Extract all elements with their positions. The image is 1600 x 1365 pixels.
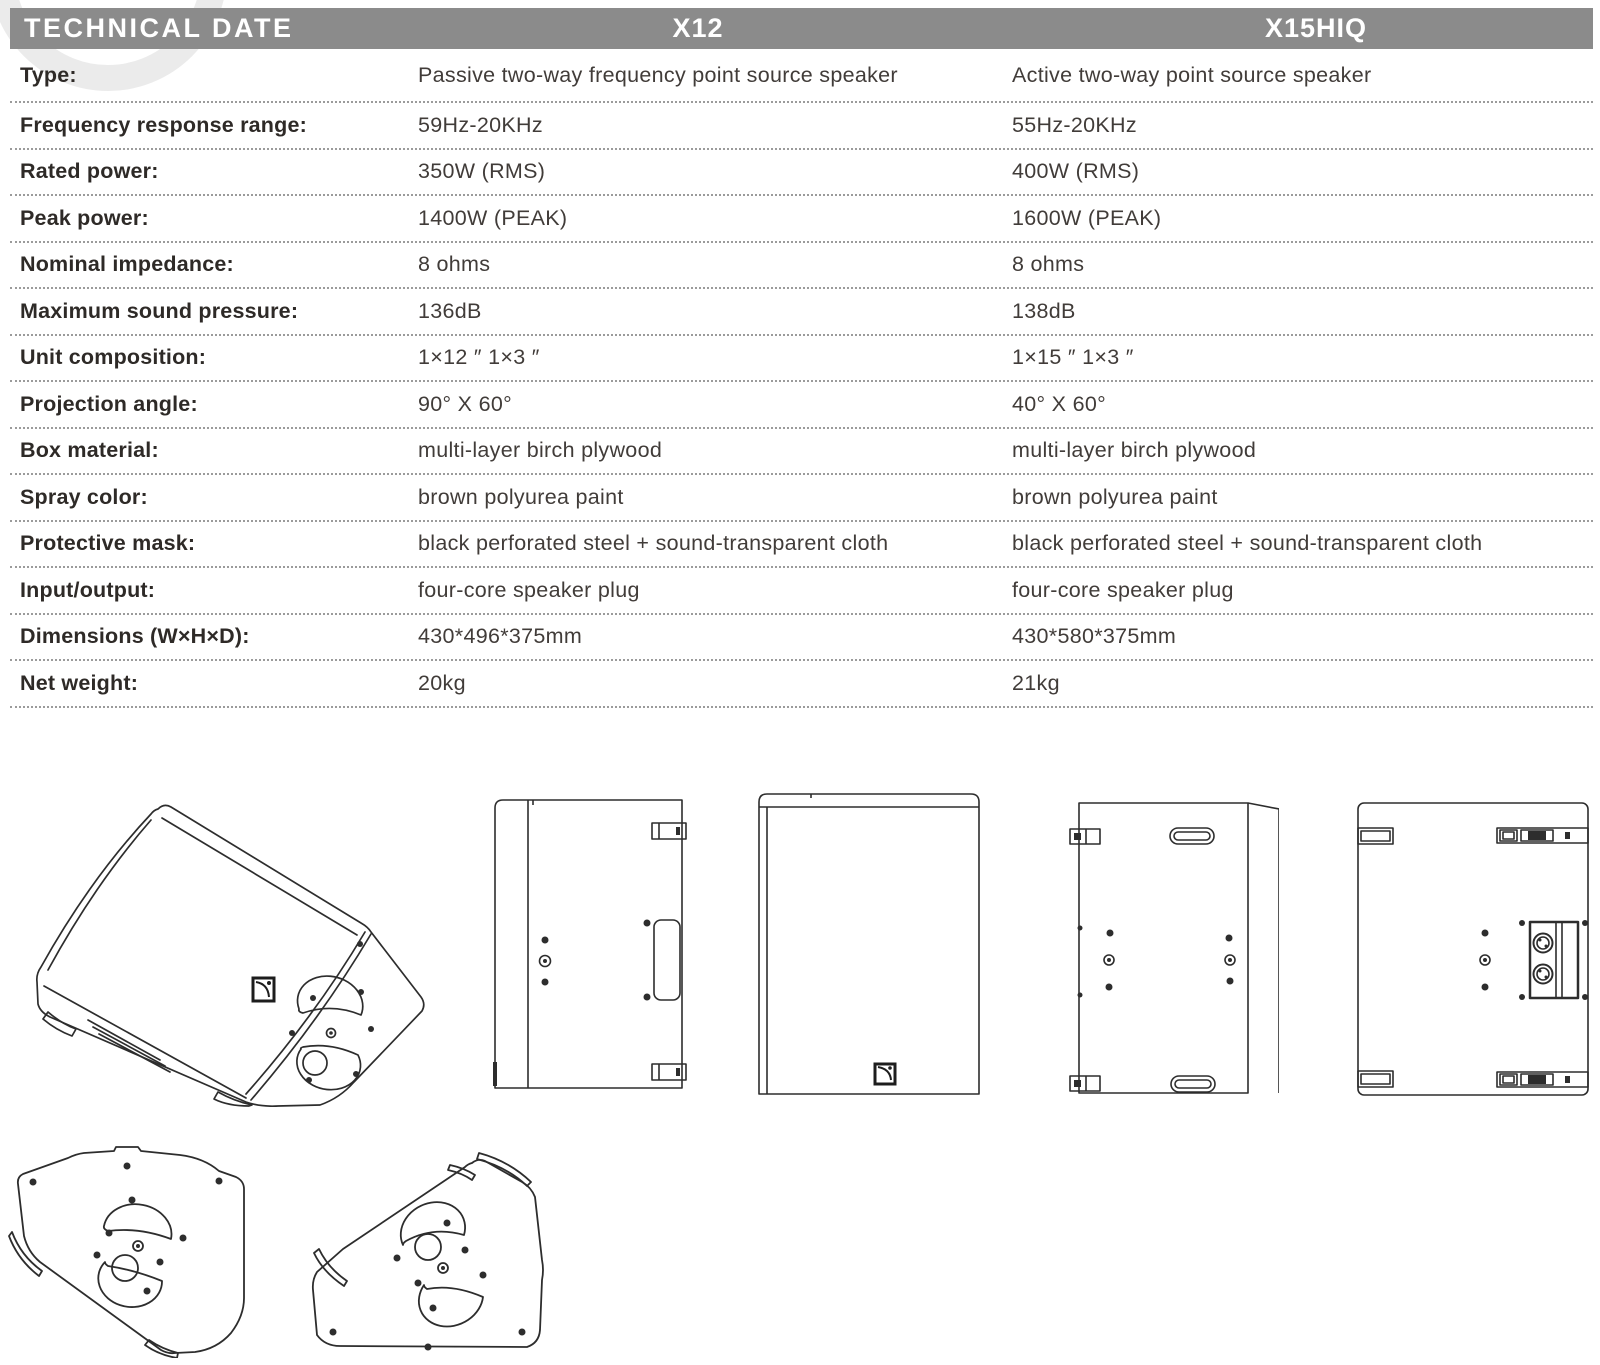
table-row-nominal-impedance xyxy=(10,243,1593,290)
row-label: Net weight: xyxy=(20,670,139,695)
speaker-bottom-view-right-drawing xyxy=(295,1125,560,1360)
row-value-x15hiq: 40° X 60° xyxy=(1012,391,1107,416)
row-value-x12: Passive two-way frequency point source speaker xyxy=(418,62,898,87)
row-value-x12: 20kg xyxy=(418,670,466,695)
row-value-x12: brown polyurea paint xyxy=(418,484,624,509)
row-label: Peak power: xyxy=(20,205,149,230)
page-title: TECHNICAL DATE xyxy=(24,13,294,43)
row-label: Rated power: xyxy=(20,159,159,184)
row-label: Maximum sound pressure: xyxy=(20,298,299,323)
table-row-dimensions xyxy=(10,615,1593,662)
table-row-input-output xyxy=(10,568,1593,615)
row-label: Projection angle: xyxy=(20,391,198,416)
row-label: Unit composition: xyxy=(20,345,207,370)
table-row-rated-power xyxy=(10,150,1593,197)
row-label: Box material: xyxy=(20,438,159,463)
speaker-rear-panel-drawing xyxy=(1350,782,1595,1097)
row-label: Spray color: xyxy=(20,484,148,509)
row-value-x15hiq: 55Hz-20KHz xyxy=(1012,112,1137,137)
speaker-bottom-view-left-drawing xyxy=(8,1140,260,1358)
row-value-x12: 1400W (PEAK) xyxy=(418,205,568,230)
row-value-x15hiq: 430*580*375mm xyxy=(1012,624,1177,649)
row-value-x15hiq: black perforated steel + sound-transparent cloth xyxy=(1012,531,1483,556)
table-row-unit-composition xyxy=(10,336,1593,383)
row-value-x15hiq: Active two-way point source speaker xyxy=(1012,62,1372,87)
brand-logo-icon xyxy=(875,1064,895,1084)
row-value-x15hiq: 400W (RMS) xyxy=(1012,159,1140,184)
row-value-x12: 90° X 60° xyxy=(418,391,513,416)
table-row-peak-power xyxy=(10,196,1593,243)
row-label: Input/output: xyxy=(20,577,156,602)
spec-table xyxy=(10,49,1593,708)
row-label: Frequency response range: xyxy=(20,112,307,137)
row-value-x15hiq: 1600W (PEAK) xyxy=(1012,205,1162,230)
speaker-side-view-drawing xyxy=(483,782,688,1094)
column-header-x15hiq: X15HIQ xyxy=(1264,13,1368,43)
row-label: Dimensions (W×H×D): xyxy=(20,624,250,649)
row-value-x15hiq: 1×15 ″ 1×3 ″ xyxy=(1012,345,1134,370)
row-value-x12: 136dB xyxy=(418,298,482,323)
row-value-x12: 350W (RMS) xyxy=(418,159,546,184)
row-value-x12: 430*496*375mm xyxy=(418,624,583,649)
row-value-x12: 59Hz-20KHz xyxy=(418,112,543,137)
row-value-x12: multi-layer birch plywood xyxy=(418,438,663,463)
speaker-back-view-drawing xyxy=(1053,788,1279,1098)
column-header-x12: X12 xyxy=(672,13,724,43)
table-row-box-material xyxy=(10,429,1593,476)
row-label: Protective mask: xyxy=(20,531,196,556)
row-value-x15hiq: 8 ohms xyxy=(1012,252,1085,277)
row-value-x15hiq: multi-layer birch plywood xyxy=(1012,438,1257,463)
row-value-x15hiq: four-core speaker plug xyxy=(1012,577,1234,602)
row-value-x15hiq: 138dB xyxy=(1012,298,1076,323)
row-value-x12: four-core speaker plug xyxy=(418,577,640,602)
row-value-x12: black perforated steel + sound-transparent cloth xyxy=(418,531,889,556)
table-row-max-sound-pressure xyxy=(10,289,1593,336)
speaker-perspective-drawing xyxy=(10,772,430,1107)
brand-logo-icon xyxy=(253,978,274,1001)
table-row-spray-color xyxy=(10,475,1593,522)
row-label: Nominal impedance: xyxy=(20,252,234,277)
table-row-net-weight xyxy=(10,661,1593,708)
row-value-x12: 1×12 ″ 1×3 ″ xyxy=(418,345,540,370)
speaker-front-view-drawing xyxy=(753,788,985,1098)
table-header-bar xyxy=(10,8,1593,49)
row-label: Type: xyxy=(20,62,77,87)
row-value-x15hiq: 21kg xyxy=(1012,670,1060,695)
row-value-x15hiq: brown polyurea paint xyxy=(1012,484,1218,509)
table-row-frequency-response xyxy=(10,103,1593,150)
table-row-protective-mask xyxy=(10,522,1593,569)
table-row-projection-angle xyxy=(10,382,1593,429)
table-row-type xyxy=(10,49,1593,103)
row-value-x12: 8 ohms xyxy=(418,252,491,277)
